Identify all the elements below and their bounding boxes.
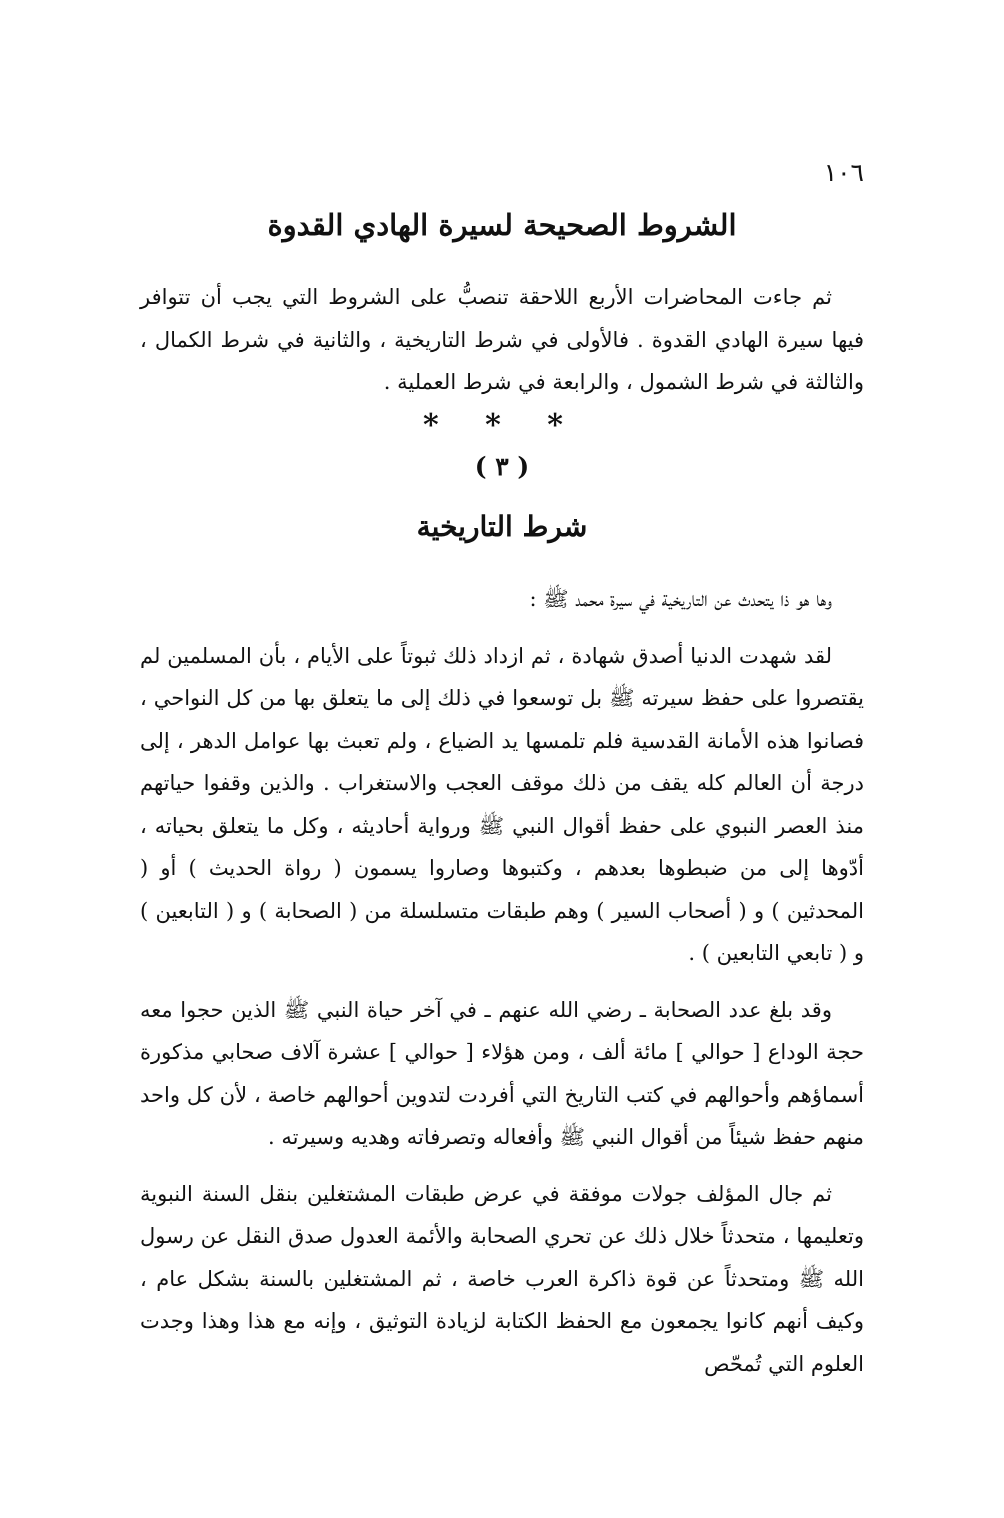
intro-text [140, 276, 864, 404]
section-text [140, 578, 864, 1385]
section-separator: * * * [423, 408, 581, 443]
section-paragraph: لقد شهدت الدنيا أصدق شهادة ، ثم ازداد ذلك ثبوتاً على الأيام ، بأن المسلمين لم يقتصروا على حفظ سيرته ﷺ بل توسعوا في ذلك إلى ما يتعلق بها من كل النواحي ، فصانوا هذه الأمانة القدسية فلم تلمسها يد الضياع ، ولم تعبث بها عوامل الدهر ، إلى درجة أن العالم كله يقف من ذلك موقف العجب والاستغراب . والذين وقفوا حياتهم منذ العصر النبوي على حفظ أقوال النبي ﷺ ورواية أحاديثه ، وكل ما يتعلق بحياته ، أدّوها إلى من ضبطوها بعدهم ، وكتبوها وصاروا يسمون ( رواة الحديث ) أو ( المحدثين ) و ( أصحاب السير ) وهم طبقات متسلسلة من ( الصحابة ) و ( التابعين ) و ( تابعي التابعين ) . [140, 643, 864, 965]
section-paragraph: ثم جال المؤلف جولات موفقة في عرض طبقات المشتغلين بنقل السنة النبوية وتعليمها ، متحدثاً خلال ذلك عن تحري الصحابة والأئمة العدول صدق النقل عن رسول الله ﷺ ومتحدثاً عن قوة ذاكرة العرب خاصة ، ثم المشتغلين بالسنة بشكل عام ، وكيف أنهم كانوا يجمعون مع الحفظ الكتابة لزيادة التوثيق ، وإنه مع هذا وهذا وجدت العلوم التي تُمحّص [140, 1181, 864, 1376]
page-number: ١٠٦ [823, 158, 864, 187]
intro-paragraph: ثم جاءت المحاضرات الأربع اللاحقة تنصبُّ على الشروط التي يجب أن تتوافر فيها سيرة الهادي القدوة . فالأولى في شرط التاريخية ، والثانية في شرط الكمال ، والثالثة في شرط الشمول ، والرابعة في شرط العملية . [140, 285, 864, 394]
section-paragraph: وها هو ذا يتحدث عن التاريخية في سيرة محمد ﷺ : [529, 587, 832, 611]
section-title: شرط التاريخية [416, 510, 588, 543]
section-paragraph: وقد بلغ عدد الصحابة ـ رضي الله عنهم ـ في آخر حياة النبي ﷺ الذين حجوا معه حجة الوداع [ حوالي ] مائة ألف ، ومن هؤلاء [ حوالي ] عشرة آلاف صحابي مذكورة أسماؤهم وأحوالهم في كتب التاريخ التي أفردت لتدوين أحوالهم خاصة ، لأن كل واحد منهم حفظ شيئاً من أقوال النبي ﷺ وأفعاله وتصرفاته وهديه وسيرته . [140, 997, 864, 1149]
main-title: الشروط الصحيحة لسيرة الهادي القدوة [267, 208, 737, 242]
section-number: ( ٣ ) [474, 452, 530, 481]
